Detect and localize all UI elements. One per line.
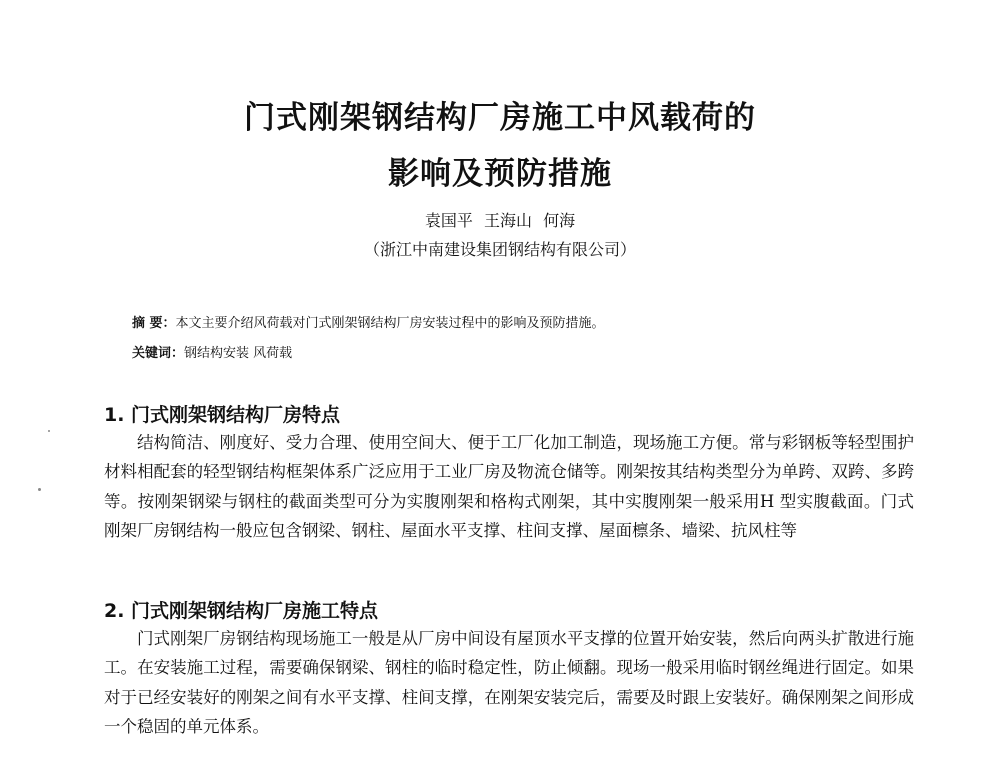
abstract-text: 本文主要介绍风荷载对门式刚架钢结构厂房安装过程中的影响及预防措施。 xyxy=(175,316,605,331)
scan-speck xyxy=(48,430,50,432)
keywords-label: 关键词： xyxy=(132,346,185,361)
keywords xyxy=(132,342,292,361)
authors: 袁国平 王海山 何海 xyxy=(424,211,576,230)
abstract-label: 摘 要： xyxy=(132,316,176,331)
section-2-body: 门式刚架厂房钢结构现场施工一般是从厂房中间设有屋顶水平支撑的位置开始安装，然后向两头扩散进行施工。在安装施工过程，需要确保钢梁、钢柱的临时稳定性，防止倾翻。现场一般采用临时钢丝绳进行固定。如果对于已经安装好的刚架之间有水平支撑、柱间支撑，在刚架安装完后，需要及时跟上安装好。确保刚架之间形成一个稳固的单元体系。 xyxy=(104,629,914,736)
section-1-heading: 1. 门式刚架钢结构厂房特点 xyxy=(104,404,341,426)
affiliation: （浙江中南建设集团钢结构有限公司） xyxy=(363,240,636,259)
abstract xyxy=(132,312,605,331)
keywords-text: 钢结构安装 风荷载 xyxy=(184,346,293,361)
paper-title-line-1: 门式刚架钢结构厂房施工中风载荷的 xyxy=(244,100,756,136)
section-1-body: 结构简洁、刚度好、受力合理、使用空间大、便于工厂化加工制造，现场施工方便。常与彩钢板等轻型围护材料相配套的轻型钢结构框架体系广泛应用于工业厂房及物流仓储等。刚架按其结构类型分为单跨、双跨、多跨等。按刚架钢梁与钢柱的截面类型可分为实腹刚架和格构式刚架，其中实腹刚架一般采用H 型实腹截面。门式刚架厂房钢结构一般应包含钢梁、钢柱、屋面水平支撑、柱间支撑、屋面檩条、墙梁、抗风柱等 xyxy=(104,433,914,540)
scan-speck xyxy=(38,488,41,491)
section-2-heading: 2. 门式刚架钢结构厂房施工特点 xyxy=(104,600,379,622)
paper-title-line-2: 影响及预防措施 xyxy=(388,156,612,192)
